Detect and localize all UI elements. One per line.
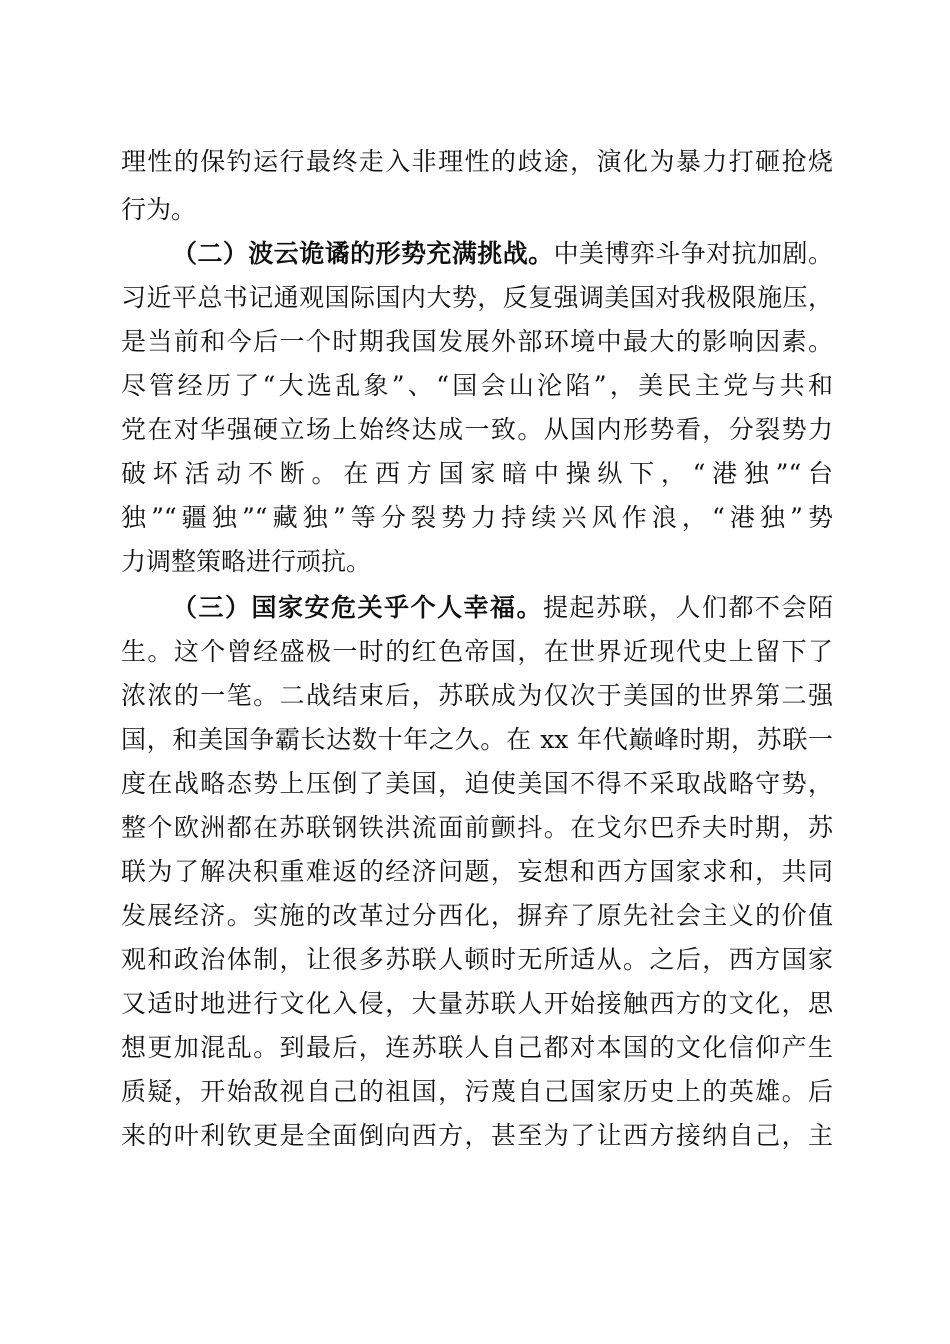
- text-line: 尽管经历了“大选乱象”、“国会山沦陷”，美民主党与共和: [121, 371, 833, 400]
- section-heading: （三）国家安危关乎个人幸福。: [172, 593, 543, 622]
- text-line: 习近平总书记通观国际国内大势，反复强调美国对我极限施压，: [121, 283, 833, 312]
- text-line: 度在战略态势上压倒了美国，迫使美国不得不采取战略守势，: [121, 769, 833, 798]
- text-line: 生。这个曾经盛极一时的红色帝国，在世界近现代史上留下了: [121, 637, 833, 666]
- text-line: 力调整策略进行顽抗。: [121, 547, 372, 576]
- text-span: 中美博弈斗争对抗加剧。: [553, 239, 833, 268]
- text-line: 党在对华强硬立场上始终达成一致。从国内形势看，分裂势力: [121, 415, 833, 444]
- paragraph-first-line: [172, 239, 833, 269]
- text-line: 来的叶利钦更是全面倒向西方，甚至为了让西方接纳自己，主: [121, 1121, 833, 1150]
- text-line: 国，和美国争霸长达数十年之久。在 xx 年代巅峰时期，苏联一: [121, 725, 833, 754]
- text-line: 联为了解决积重难返的经济问题，妄想和西方国家求和，共同: [121, 857, 833, 886]
- text-line: 又适时地进行文化入侵，大量苏联人开始接触西方的文化，思: [121, 989, 833, 1018]
- text-line: 独”“疆独”“藏独”等分裂势力持续兴风作浪，“港独”势: [121, 503, 833, 532]
- text-span: 提起苏联，人们都不会陌: [542, 593, 833, 622]
- text-line: 行为。: [121, 195, 197, 224]
- paragraph-first-line: [172, 593, 833, 623]
- text-line: 破坏活动不断。在西方国家暗中操纵下，“港独”“台: [121, 459, 833, 488]
- text-line: 质疑，开始敌视自己的祖国，污蔑自己国家历史上的英雄。后: [121, 1077, 833, 1106]
- text-line: 理性的保钓运行最终走入非理性的歧途，演化为暴力打砸抢烧: [121, 147, 833, 176]
- text-line: 想更加混乱。到最后，连苏联人自己都对本国的文化信仰产生: [121, 1033, 833, 1062]
- text-line: 观和政治体制，让很多苏联人顿时无所适从。之后，西方国家: [121, 945, 833, 974]
- text-line: 整个欧洲都在苏联钢铁洪流面前颤抖。在戈尔巴乔夫时期，苏: [121, 813, 833, 842]
- section-heading: （二）波云诡谲的形势充满挑战。: [172, 239, 554, 268]
- text-line: 是当前和今后一个时期我国发展外部环境中最大的影响因素。: [121, 327, 833, 356]
- text-line: 浓浓的一笔。二战结束后，苏联成为仅次于美国的世界第二强: [121, 681, 833, 710]
- text-line: 发展经济。实施的改革过分西化，摒弃了原先社会主义的价值: [121, 901, 833, 930]
